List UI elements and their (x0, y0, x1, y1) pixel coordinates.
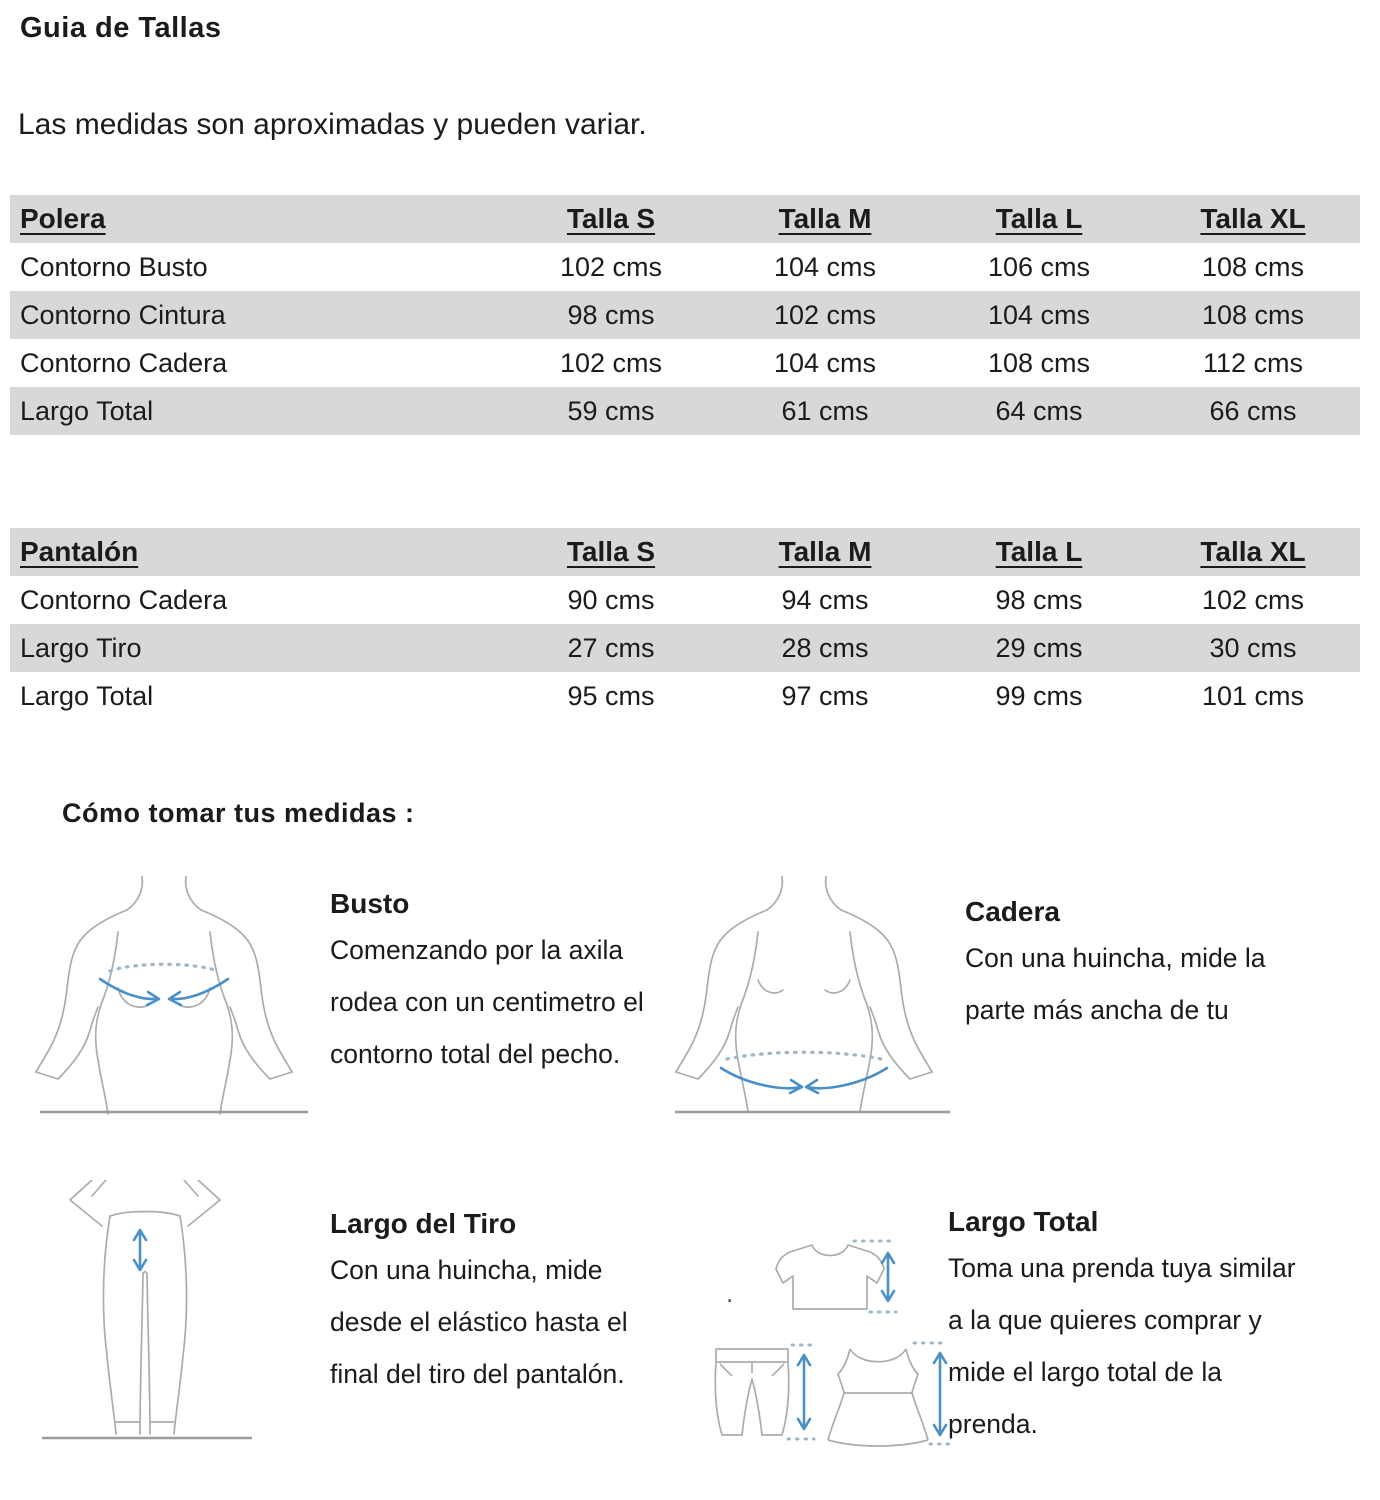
table-cell: 59 cms (567, 395, 655, 426)
row-label: Contorno Cadera (20, 584, 228, 615)
table-cell: 102 cms (1201, 584, 1305, 615)
torso-front-bust-icon (30, 876, 310, 1116)
column-header: Talla M (778, 203, 872, 234)
table-row (10, 576, 1360, 624)
table-cell: 30 cms (1209, 632, 1297, 663)
column-header: Talla XL (1200, 203, 1306, 234)
column-header: Talla XL (1200, 536, 1306, 567)
table-header-row (10, 195, 1360, 243)
legs-inseam-icon (40, 1180, 260, 1445)
table-cell: 106 cms (987, 251, 1091, 282)
row-label: Contorno Cadera (20, 347, 228, 378)
measure-title-largo-total: Largo Total (948, 1206, 1099, 1237)
measure-text-cadera: Con una huincha, mide la parte más ancha de tu (965, 943, 1266, 1025)
table-cell: 28 cms (781, 632, 869, 663)
tshirt-icon (776, 1245, 884, 1309)
table-cell: 99 cms (995, 680, 1083, 711)
dress-icon (828, 1349, 928, 1446)
table-cell: 102 cms (773, 299, 877, 330)
page-subtitle: Las medidas son aproximadas y pueden variar. (18, 108, 647, 141)
table-name-cell: Pantalón (20, 536, 139, 567)
column-header: Talla S (566, 536, 656, 567)
measure-title-cadera: Cadera (965, 896, 1060, 927)
table-cell: 98 cms (567, 299, 655, 330)
page-title: Guia de Tallas (20, 12, 222, 44)
pants-icon (715, 1349, 789, 1435)
measure-title-tiro: Largo del Tiro (330, 1208, 517, 1239)
column-header: Talla L (995, 536, 1083, 567)
row-label: Largo Tiro (20, 632, 142, 663)
measure-text-tiro: Con una huincha, mide desde el elástico hasta el final del tiro del pantalón. (330, 1255, 628, 1389)
table-cell: 90 cms (567, 584, 655, 615)
table-name-cell: Polera (20, 203, 106, 234)
torso-back-hip-icon (665, 876, 955, 1116)
column-header: Talla S (566, 203, 656, 234)
row-label: Largo Total (20, 395, 154, 426)
table-row (10, 387, 1360, 435)
table-cell: 102 cms (559, 251, 663, 282)
measure-title-busto: Busto (330, 888, 410, 919)
table-cell: 94 cms (781, 584, 869, 615)
table-cell: 64 cms (995, 395, 1083, 426)
row-label: Contorno Busto (20, 251, 208, 282)
table-row (10, 291, 1360, 339)
row-label: Largo Total (20, 680, 154, 711)
table-cell: 104 cms (987, 299, 1091, 330)
table-cell: 102 cms (559, 347, 663, 378)
table-header-row (10, 528, 1360, 576)
measure-text-busto: Comenzando por la axila rodea con un centimetro el contorno total del pecho. (330, 935, 644, 1069)
table-cell: 108 cms (1201, 299, 1305, 330)
table-cell: 101 cms (1201, 680, 1305, 711)
table-cell: 95 cms (567, 680, 655, 711)
table-cell: 104 cms (773, 251, 877, 282)
table-row (10, 339, 1360, 387)
howto-heading: Cómo tomar tus medidas : (62, 798, 415, 828)
table-cell: 97 cms (781, 680, 869, 711)
table-cell: 104 cms (773, 347, 877, 378)
row-label: Contorno Cintura (20, 299, 226, 330)
measure-text-largo-total: Toma una prenda tuya similar a la que quieres comprar y mide el largo total de la prenda. (948, 1253, 1296, 1439)
table-cell: 98 cms (995, 584, 1083, 615)
table-row (10, 243, 1360, 291)
table-cell: 27 cms (567, 632, 655, 663)
table-cell: 108 cms (1201, 251, 1305, 282)
table-cell: 66 cms (1209, 395, 1297, 426)
table-cell: 112 cms (1202, 347, 1304, 378)
table-row (10, 624, 1360, 672)
size-table-polera (10, 195, 1360, 435)
size-table-pantalon (10, 528, 1360, 720)
column-header: Talla M (778, 536, 872, 567)
column-header: Talla L (995, 203, 1083, 234)
table-cell: 29 cms (995, 632, 1083, 663)
garments-length-icon (700, 1233, 952, 1448)
table-cell: 108 cms (987, 347, 1091, 378)
stray-dot: . (726, 1278, 734, 1308)
table-row (10, 672, 1360, 720)
table-cell: 61 cms (781, 395, 869, 426)
